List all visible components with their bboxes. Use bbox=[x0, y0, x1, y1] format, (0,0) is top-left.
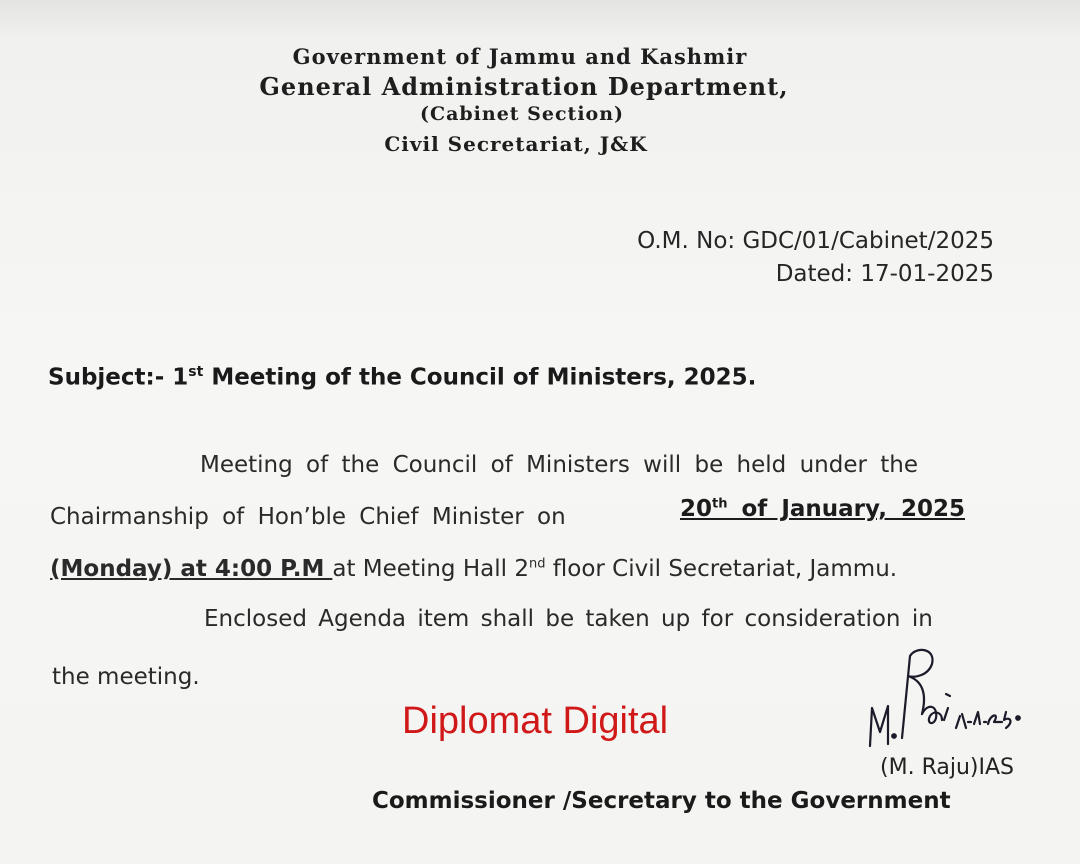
subject-prefix: Subject:- 1 bbox=[48, 364, 189, 391]
body-line-1: Meeting of the Council of Ministers will be held under the bbox=[200, 452, 918, 478]
meeting-date bbox=[680, 496, 965, 522]
signer-name: (M. Raju)IAS bbox=[880, 755, 1014, 780]
subject-text: Meeting of the Council of Ministers, 2025. bbox=[203, 364, 757, 391]
body-line-5: the meeting. bbox=[52, 664, 200, 690]
meeting-venue-text: at Meeting Hall 2 bbox=[332, 556, 529, 582]
handwritten-signature bbox=[858, 636, 1048, 756]
subject-line bbox=[48, 364, 756, 391]
body-line-3 bbox=[50, 556, 897, 582]
signer-designation: Commissioner /Secretary to the Government bbox=[372, 788, 951, 814]
header-department: General Administration Department, bbox=[259, 72, 789, 101]
floor-suffix: nd bbox=[528, 556, 546, 572]
header-secretariat: Civil Secretariat, J&K bbox=[384, 132, 648, 156]
date-line: Dated: 17-01-2025 bbox=[775, 261, 994, 287]
om-number: O.M. No: GDC/01/Cabinet/2025 bbox=[637, 228, 994, 254]
body-line-4: Enclosed Agenda item shall be taken up for consideration in bbox=[204, 606, 933, 632]
meeting-date-day: 20 bbox=[680, 496, 713, 522]
meeting-day-time: (Monday) at 4:00 P.M bbox=[50, 556, 333, 582]
header-government: Government of Jammu and Kashmir bbox=[292, 44, 748, 69]
meeting-date-month-year: of January, 2025 bbox=[727, 496, 965, 522]
header-section: (Cabinet Section) bbox=[419, 103, 625, 125]
meeting-date-suffix: th bbox=[712, 496, 728, 512]
watermark: Diplomat Digital bbox=[402, 700, 669, 742]
page-edge-shadow bbox=[0, 0, 1080, 40]
meeting-venue-rest: floor Civil Secretariat, Jammu. bbox=[545, 556, 898, 582]
body-line-2: Chairmanship of Hon’ble Chief Minister on bbox=[50, 504, 566, 530]
subject-superscript: st bbox=[188, 364, 204, 380]
